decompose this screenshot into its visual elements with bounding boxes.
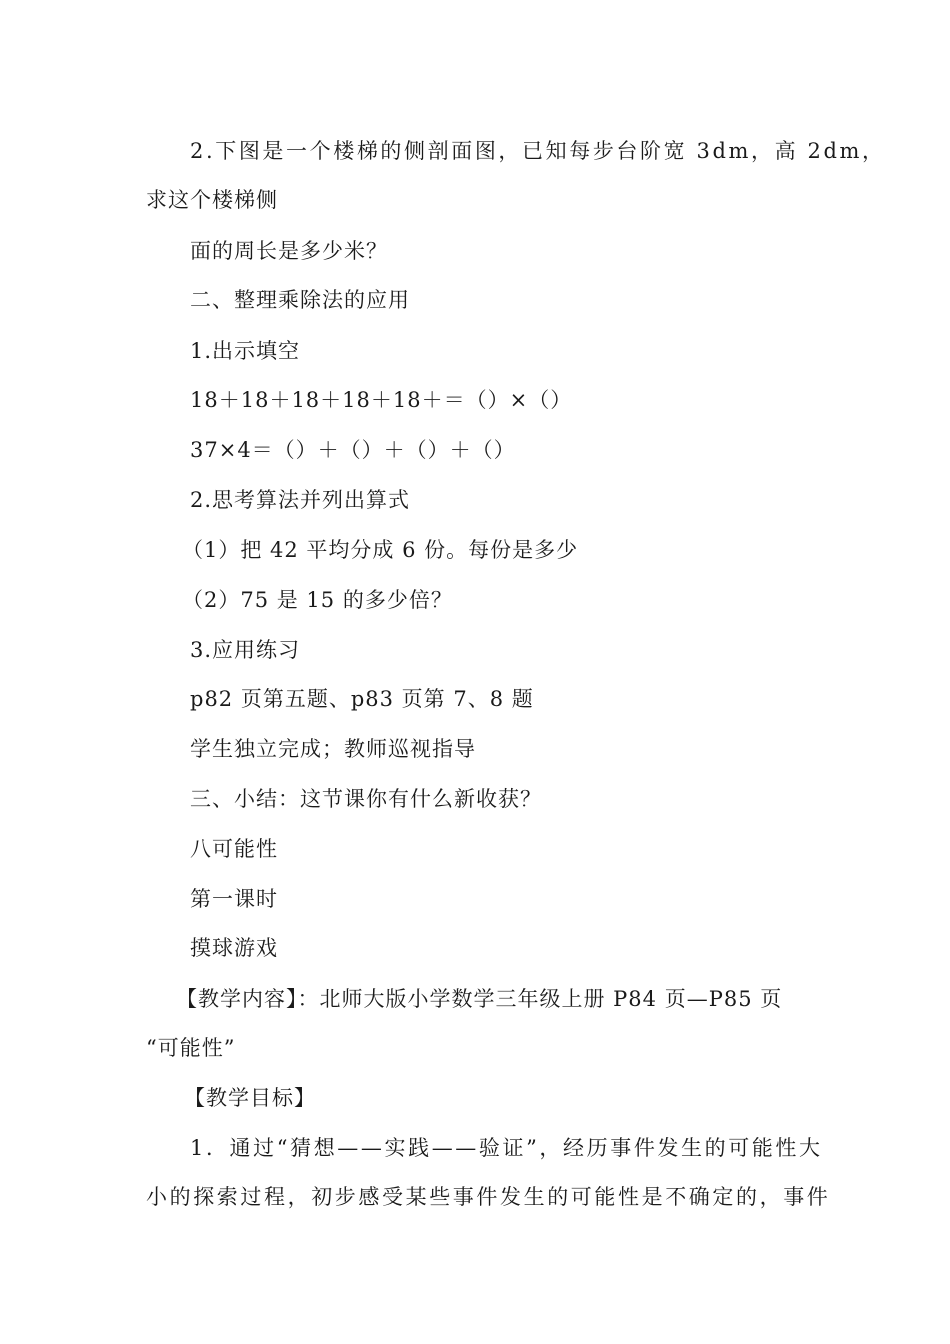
section-heading: 二、整理乘除法的应用	[190, 288, 410, 312]
text-line: p82 页第五题、p83 页第 7、8 题	[190, 687, 534, 711]
text-line: 【教学内容】：北师大版小学数学三年级上册 P84 页—P85 页	[176, 987, 783, 1011]
text-line: 求这个楼梯侧	[146, 188, 278, 212]
text-line: 学生独立完成；教师巡视指导	[190, 737, 476, 761]
text-line: 小的探索过程，初步感受某些事件发生的可能性是不确定的，事件	[146, 1185, 831, 1209]
equation-line: 37×4＝（）＋（）＋（）＋（）	[190, 438, 516, 462]
text-line: 1.出示填空	[190, 339, 301, 363]
text-line: 2.思考算法并列出算式	[190, 488, 411, 512]
section-heading: 【教学目标】	[184, 1086, 316, 1110]
lesson-label: 第一课时	[190, 887, 278, 911]
text-line: 1．通过“猜想——实践——验证”，经历事件发生的可能性大	[190, 1136, 823, 1160]
text-line: 3.应用练习	[190, 638, 301, 662]
text-line: 2.下图是一个楼梯的侧剖面图，已知每步台阶宽 3dm，高 2dm，	[190, 139, 886, 163]
text-line: （1）把 42 平均分成 6 份。每份是多少	[182, 538, 579, 562]
text-line: （2）75 是 15 的多少倍？	[182, 588, 453, 612]
text-line: “可能性”	[146, 1036, 236, 1060]
section-heading: 三、小结：这节课你有什么新收获？	[190, 787, 542, 811]
equation-line: 18＋18＋18＋18＋18＋＝（）×（）	[190, 388, 573, 412]
text-line: 面的周长是多少米？	[190, 239, 388, 263]
chapter-title: 八可能性	[190, 837, 278, 861]
lesson-title: 摸球游戏	[190, 936, 278, 960]
